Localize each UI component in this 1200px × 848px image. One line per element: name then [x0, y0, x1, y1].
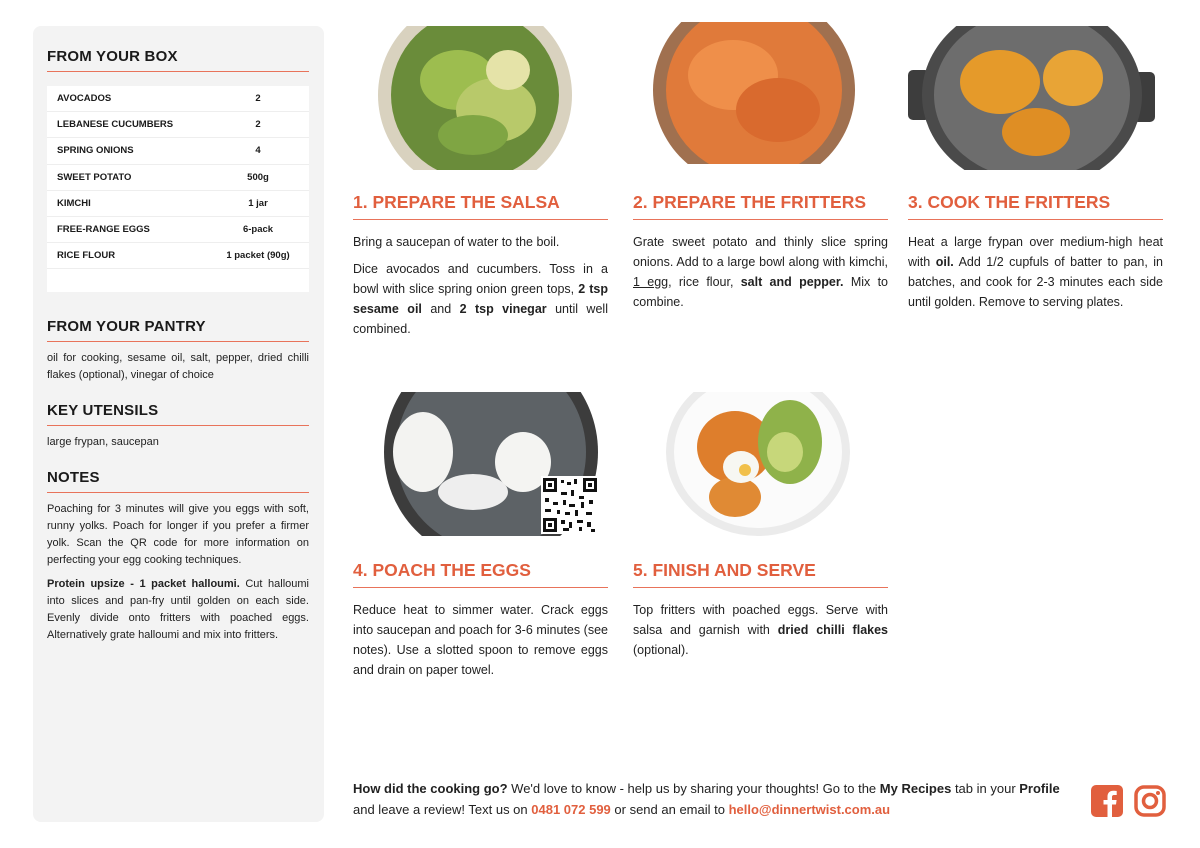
ingredient-name: KIMCHI [57, 197, 91, 209]
ingredient-emphasis: 2 tsp vinegar [459, 302, 547, 316]
step-4 [353, 560, 608, 687]
instagram-icon[interactable] [1134, 785, 1166, 817]
step-5-para [633, 600, 888, 660]
email-link[interactable]: hello@dinnertwist.com.au [728, 802, 891, 817]
text-run: Grate sweet potato and thinly slice spring onions. Add to a large bowl along with kimchi, [633, 235, 888, 269]
step-3-title: 3. COOK THE FRITTERS [908, 192, 1163, 220]
text-run: Dice avocados and cucumbers. Toss in a bowl with slice spring onion green tops, [353, 262, 608, 296]
step-1-text [353, 232, 608, 339]
upsize-body: Cut halloumi into slices and pan-fry until golden on each side. Evenly divide onto fritters with poached eggs. Alternatively grate halloumi and mix into fritters. [47, 578, 309, 642]
ingredient-row [47, 138, 309, 164]
notes-section [47, 469, 309, 644]
ingredient-name: RICE FLOUR [57, 250, 116, 262]
ingredient-row [47, 191, 309, 217]
ingredient-name: AVOCADOS [57, 93, 112, 105]
notes-heading: NOTES [47, 469, 309, 493]
facebook-icon[interactable] [1091, 785, 1123, 817]
ingredient-emphasis: salt and pepper. [740, 275, 844, 289]
notes-text: Poaching for 3 minutes will give you eggs with soft, runny yolks. Poach for longer if you prefer a firmer yolk. Scan the QR code for more information on perfecting your egg cooking techniques. [47, 503, 309, 567]
ingredient-row [47, 86, 309, 112]
pantry-text: oil for cooking, sesame oil, salt, pepper, dried chilli flakes (optional), vinegar of choice [47, 352, 309, 382]
finished-dish-photo [665, 392, 852, 536]
text-run: and leave a review! Text us on [353, 802, 532, 817]
step-3-text [908, 232, 1163, 312]
text-run: or send an email to [610, 802, 729, 817]
step-4-text [353, 600, 608, 680]
ingredient-name: SPRING ONIONS [57, 145, 134, 157]
step-1 [353, 192, 608, 346]
ingredient-qty: 1 packet (90g) [226, 250, 290, 262]
ingredient-emphasis: 2 tsp sesame oil [353, 282, 608, 316]
sidebar [33, 26, 324, 822]
pantry-section [47, 318, 309, 384]
text-run: until well combined. [353, 302, 608, 336]
ingredient-name: LEBANESE CUCUMBERS [57, 119, 174, 131]
table-spacer [47, 269, 309, 292]
step-2 [633, 192, 888, 319]
utensils-heading: KEY UTENSILS [47, 402, 309, 426]
profile-link[interactable]: Profile [1019, 781, 1060, 796]
ingredient-row [47, 112, 309, 138]
poached-eggs-photo [383, 392, 600, 536]
ingredient-qty: 2 [255, 119, 261, 131]
phone-link[interactable]: 0481 072 599 [531, 802, 611, 817]
salsa-bowl-photo [378, 0, 573, 170]
ingredient-name: FREE-RANGE EGGS [57, 224, 150, 236]
pantry-heading: FROM YOUR PANTRY [47, 318, 309, 342]
step-2-para [633, 232, 888, 312]
text-run: Mix to combine. [633, 275, 889, 309]
step-1-title: 1. PREPARE THE SALSA [353, 192, 608, 220]
my-recipes-link[interactable]: My Recipes [879, 781, 952, 796]
ingredient-row [47, 243, 309, 269]
feedback-footer [353, 778, 1075, 820]
step-1-para-1: Bring a saucepan of water to the boil. [353, 235, 560, 249]
text-run: and [421, 302, 460, 316]
step-3 [908, 192, 1163, 319]
text-run: tab in your [951, 781, 1020, 796]
footer-lead: How did the cooking go? [353, 781, 508, 796]
text-run: We'd love to know - help us by sharing your thoughts! Go to the [507, 781, 880, 796]
text-run: Heat a large frypan over medium-high heat with [908, 235, 1163, 269]
upsize-text [47, 576, 309, 644]
ingredient-name: SWEET POTATO [57, 171, 132, 183]
ingredient-qty: 6-pack [242, 224, 274, 236]
upsize-label: Protein upsize - 1 packet halloumi. [47, 578, 240, 591]
step-2-text [633, 232, 888, 312]
fritter-mix-photo [653, 0, 856, 170]
text-run: Add 1/2 cupfuls of batter to pan, in batches, and cook for 2-3 minutes each side until golden. Remove to serving plates. [908, 255, 1163, 309]
step-1-para-2 [353, 259, 608, 339]
ingredient-row [47, 165, 309, 191]
step-2-title: 2. PREPARE THE FRITTERS [633, 192, 888, 220]
frying-fritters-photo [908, 0, 1155, 170]
ingredient-emphasis: dried chilli flakes [777, 623, 888, 637]
ingredient-qty: 1 jar [248, 197, 268, 209]
ingredient-qty: 4 [255, 145, 261, 157]
text-run: (optional). [633, 643, 689, 657]
ingredient-row [47, 217, 309, 243]
ingredient-qty: 500g [247, 171, 269, 183]
step-5-title: 5. FINISH AND SERVE [633, 560, 888, 588]
ingredients-table [47, 86, 309, 292]
step-3-para [908, 232, 1163, 312]
box-heading: FROM YOUR BOX [47, 48, 309, 72]
step-5 [633, 560, 888, 667]
step-4-para: Reduce heat to simmer water. Crack eggs into saucepan and poach for 3-6 minutes (see notes). Use a slotted spoon to remove eggs and drain on paper towel. [353, 603, 608, 677]
step-5-text [633, 600, 888, 660]
ingredient-emphasis: oil. [935, 255, 954, 269]
utensils-section [47, 402, 309, 451]
text-run: Top fritters with poached eggs. Serve with salsa and garnish with [633, 603, 888, 637]
utensils-text: large frypan, saucepan [47, 436, 159, 449]
ingredient-qty: 2 [255, 93, 261, 105]
text-run: , rice flour, [668, 275, 741, 289]
egg-link[interactable]: 1 egg [633, 275, 669, 289]
step-4-title: 4. POACH THE EGGS [353, 560, 608, 588]
